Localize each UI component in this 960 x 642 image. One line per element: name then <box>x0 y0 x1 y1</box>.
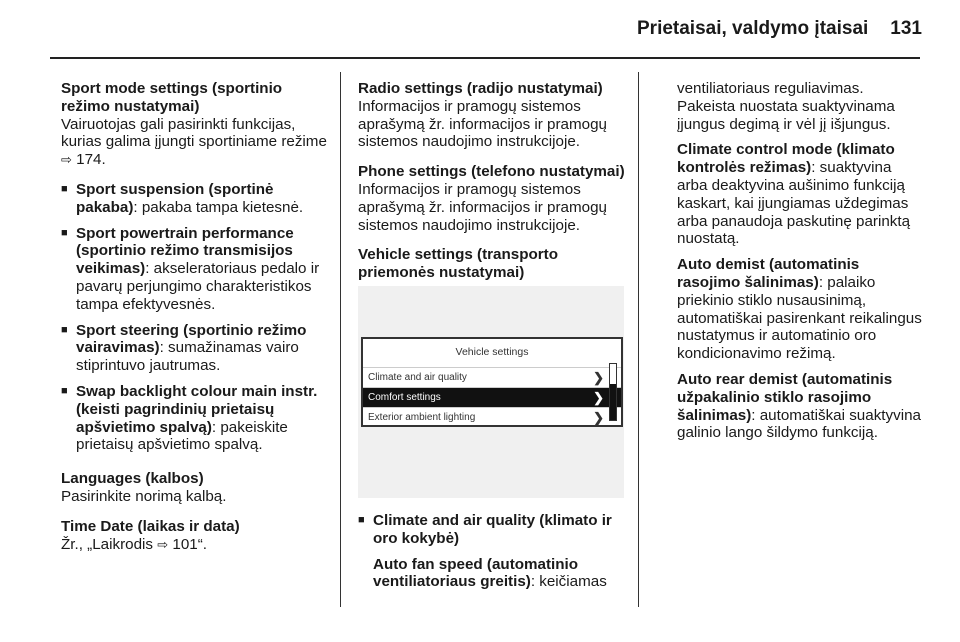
menu-item-exterior-lighting[interactable] <box>363 407 621 427</box>
bullet-backlight-colour <box>61 383 329 454</box>
vehicle-settings-display <box>361 337 623 427</box>
time-date-heading: Time Date (laikas ir data) <box>61 517 240 535</box>
bullet-title: Sport powertrain performance (sportinio režimo transmisijos veikimas) <box>76 224 294 278</box>
radio-text: Informacijos ir pramogų sistemos aprašymą žr. informacijos ir pramogų sistemos naudojimo instrukcijoje. <box>358 97 607 151</box>
bullet-sport-steering <box>61 322 329 375</box>
menu-item-climate[interactable] <box>363 367 621 387</box>
sport-ref: 174. <box>76 151 106 169</box>
auto-rear-demist-body: : automatiškai suaktyvina galinio lango šildymo funkciją. <box>677 406 921 442</box>
auto-fan-speed-title: Auto fan speed (automatinio ventiliatoriaus greitis) <box>373 555 579 591</box>
bullet-sport-powertrain <box>61 225 329 314</box>
bullet-text: : akseleratoriaus pedalo ir pavarų perjungimo charakteristikos tampa efektyvesnės. <box>76 260 320 313</box>
chevron-right-icon: ❯ <box>593 409 604 425</box>
scrollbar-thumb[interactable] <box>610 384 616 420</box>
sport-text <box>61 116 329 169</box>
bullet-sport-suspension <box>61 181 329 217</box>
bullet-text: : pakaba tampa kietesnė. <box>133 198 304 216</box>
menu-item-label: Climate and air quality <box>368 371 467 383</box>
column-divider-1 <box>340 72 341 607</box>
continued-text: ventiliatoriaus reguliavimas. Pakeista nuostata suaktyvinama įjungus degimą ir vėl jį išjungus. <box>677 80 895 133</box>
languages-text: Pasirinkite norimą kalbą. <box>61 487 227 505</box>
auto-demist-title: Auto demist (automatinis rasojimo šalinimas) <box>677 256 860 291</box>
bullet-text: : pakeiskite prietaisų apšvietimo spalvą. <box>76 418 288 454</box>
time-date-text-pre: Žr., „Laikrodis <box>61 535 153 553</box>
column-divider-2 <box>638 72 639 607</box>
bullet-title: Sport suspension (sportinė pakaba) <box>76 180 274 216</box>
vehicle-settings-screenshot <box>358 286 624 498</box>
reference-arrow-icon: ⇨ <box>61 152 72 168</box>
header-divider <box>50 57 920 59</box>
climate-control-mode-text <box>677 141 922 248</box>
bullet-text: : sumažinamas vairo stiprintuvo jautrumas. <box>76 339 299 375</box>
sport-heading: Sport mode settings (sportinio režimo nustatymai) <box>61 80 283 115</box>
auto-demist-text <box>677 256 922 363</box>
languages-heading: Languages (kalbos) <box>61 470 204 488</box>
display-scrollbar[interactable] <box>609 363 617 421</box>
phone-text: Informacijos ir pramogų sistemos aprašymą žr. informacijos ir pramogų sistemos naudojimo instrukcijoje. <box>358 180 607 234</box>
menu-item-label: Exterior ambient lighting <box>368 411 476 423</box>
page-title: Prietaisai, valdymo įtaisai <box>637 18 869 39</box>
auto-demist-body: : palaiko priekinio stiklo nusausinimą, automatiškai pasirenkant reikalingus nustatymus ir automatinio oro kondicionavimo režimą. <box>677 273 922 363</box>
reference-arrow-icon: ⇨ <box>157 536 169 552</box>
bullet-title: Sport steering (sportinio režimo vairavimas) <box>76 321 307 357</box>
auto-fan-speed-text <box>358 556 626 592</box>
sport-text-body: Vairuotojas gali pasirinkti funkcijas, kurias galima įjungti sportiniame režime <box>61 115 327 151</box>
bullet-climate-air-quality: ■ Climate and air quality (klimato ir oro kokybė) <box>358 512 626 548</box>
page-header <box>637 18 922 40</box>
chevron-right-icon: ❯ <box>593 369 604 385</box>
vehicle-heading: Vehicle settings (transporto priemonės nustatymai) <box>358 246 559 282</box>
menu-item-label: Comfort settings <box>368 391 441 403</box>
menu-item-comfort[interactable] <box>363 387 621 407</box>
auto-rear-demist-title: Auto rear demist (automatinis užpakalinio stiklo rasojimo šalinimas) <box>677 370 893 424</box>
column-3 <box>677 80 922 454</box>
page-number: 131 <box>890 18 922 39</box>
auto-fan-speed-body: : keičiamas <box>530 573 607 591</box>
phone-heading: Phone settings (telefono nustatymai) <box>358 163 625 181</box>
auto-rear-demist-text <box>677 371 922 442</box>
time-date-text <box>61 536 329 554</box>
radio-heading: Radio settings (radijo nustatymai) <box>358 80 603 97</box>
column-1 <box>61 80 329 565</box>
display-title: Vehicle settings <box>455 345 529 358</box>
climate-control-mode-title: Climate control mode (klimato kontrolės režimas) <box>677 141 895 177</box>
time-date-text-post: 101“. <box>172 535 207 553</box>
chevron-right-icon: ❯ <box>593 389 604 405</box>
column-2 <box>358 80 626 603</box>
bullet-title: Swap backlight colour main instr. (keisti pagrindinių prietaisų apšvietimo spalvą) <box>76 382 318 436</box>
climate-control-mode-body: : suaktyvina arba deaktyvina aušinimo funkciją kaskart, kai įjungiamas uždegimas arba panaudoja paskutinę parinktą nuostatą. <box>677 159 911 248</box>
